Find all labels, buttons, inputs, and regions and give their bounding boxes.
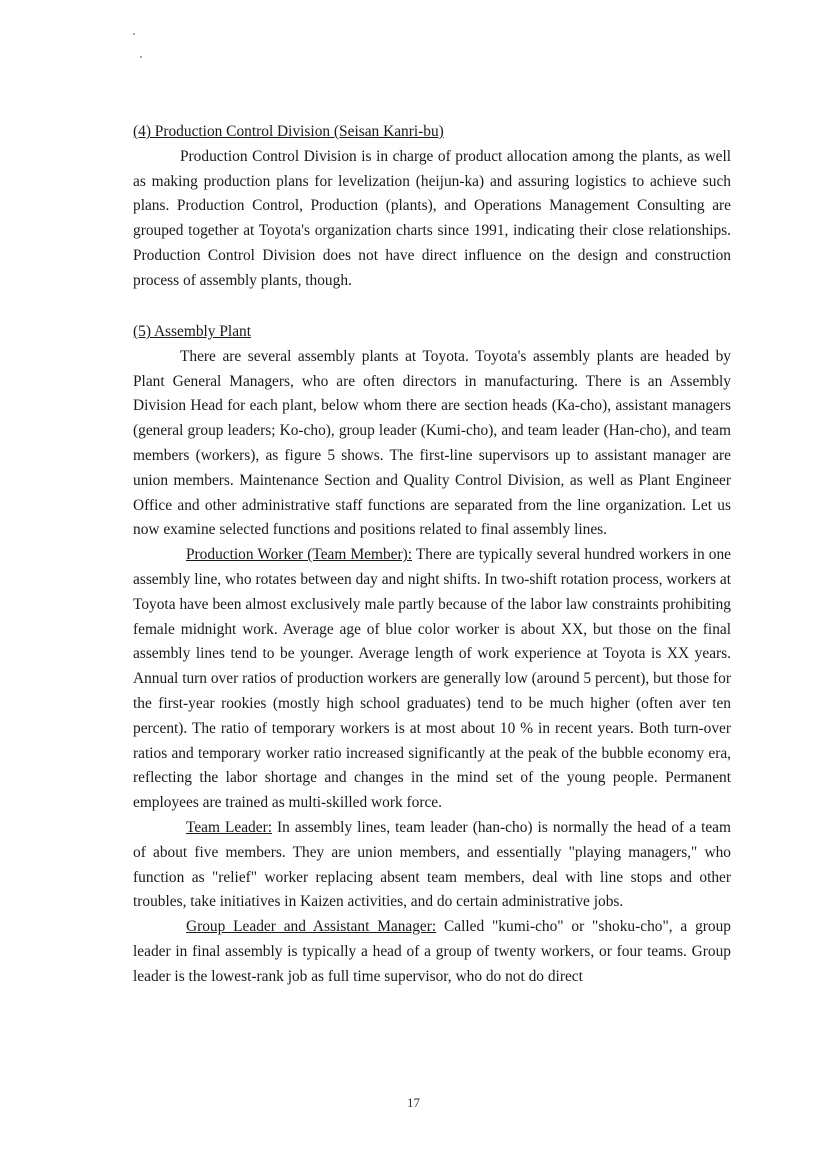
term-label: Team Leader: [186, 818, 272, 836]
scan-speck [133, 33, 135, 35]
section-production-control [133, 120, 731, 294]
paragraph-group-leader [133, 915, 731, 989]
section-heading: (5) Assembly Plant [133, 323, 251, 340]
paragraph: There are several assembly plants at Toyota. Toyota's assembly plants are headed by Plant General Managers, who are often directors in manufacturing. There is an Assembly Division Head for each plant, below whom there are section heads (Ka-cho), assistant managers (general group leaders; Ko-cho), group leader (Kumi-cho), and team leader (Han-cho), and team members (workers), as figure 5 shows. The first-line supervisors up to assistant manager are union members. Maintenance Section and Quality Control Division, as well as Plant Engineer Office and other administrative staff functions are separated from the line organization. Let us now examine selected functions and positions related to final assembly lines. [133, 347, 731, 539]
paragraph-team-leader [133, 816, 731, 915]
section-assembly-plant [133, 320, 731, 990]
paragraph-production-worker [133, 543, 731, 816]
term-label: Production Worker (Team Member): [186, 546, 413, 564]
paragraph-text: In assembly lines, team leader (han-cho) is normally the head of a team of about five members. They are union members, and essentially "playing managers," who function as "relief" worker replacing absent team members, deal with line stops and other troubles, take initiatives in Kaizen activities, and do certain administrative jobs. [133, 818, 731, 911]
page-number: 17 [407, 1095, 420, 1110]
scan-speck [140, 56, 142, 58]
paragraph-text: There are typically several hundred workers in one assembly line, who rotates between day and night shifts. In two-shift rotation process, workers at Toyota have been almost exclusively male partly because of the labor law constraints prohibiting female midnight work. Average age of blue color worker is about XX, but those on the final assembly lines tend to be younger. Average length of work experience at Toyota is XX years. Annual turn over ratios of production workers are generally low (around 5 percent), but those for the first-year rookies (mostly high school graduates) tend to be much higher (often aver ten percent). The ratio of temporary workers is at most about 10 % in recent years. Both turn-over ratios and temporary worker ratio increased significantly at the peak of the bubble economy era, reflecting the labor shortage and changes in the mind set of the young people. Permanent employees are trained as multi-skilled work force. [133, 546, 731, 812]
paragraph-text: Called "kumi-cho" or "shoku-cho", a group leader in final assembly is typically a head of a group of twenty workers, or four teams. Group leader is the lowest-rank job as full time supervisor, who do not do direct [133, 918, 731, 985]
section-heading: (4) Production Control Division (Seisan Kanri-bu) [133, 123, 444, 140]
term-label: Group Leader and Assistant Manager: [186, 918, 437, 936]
paragraph: Production Control Division is in charge of product allocation among the plants, as well as making production plans for levelization (heijun-ka) and assuring logistics to achieve such plans. Production Control, Production (plants), and Operations Management Consulting are grouped together at Toyota's organization charts since 1991, indicating their close relationships. Production Control Division does not have direct influence on the design and construction process of assembly plants, though. [133, 147, 731, 289]
